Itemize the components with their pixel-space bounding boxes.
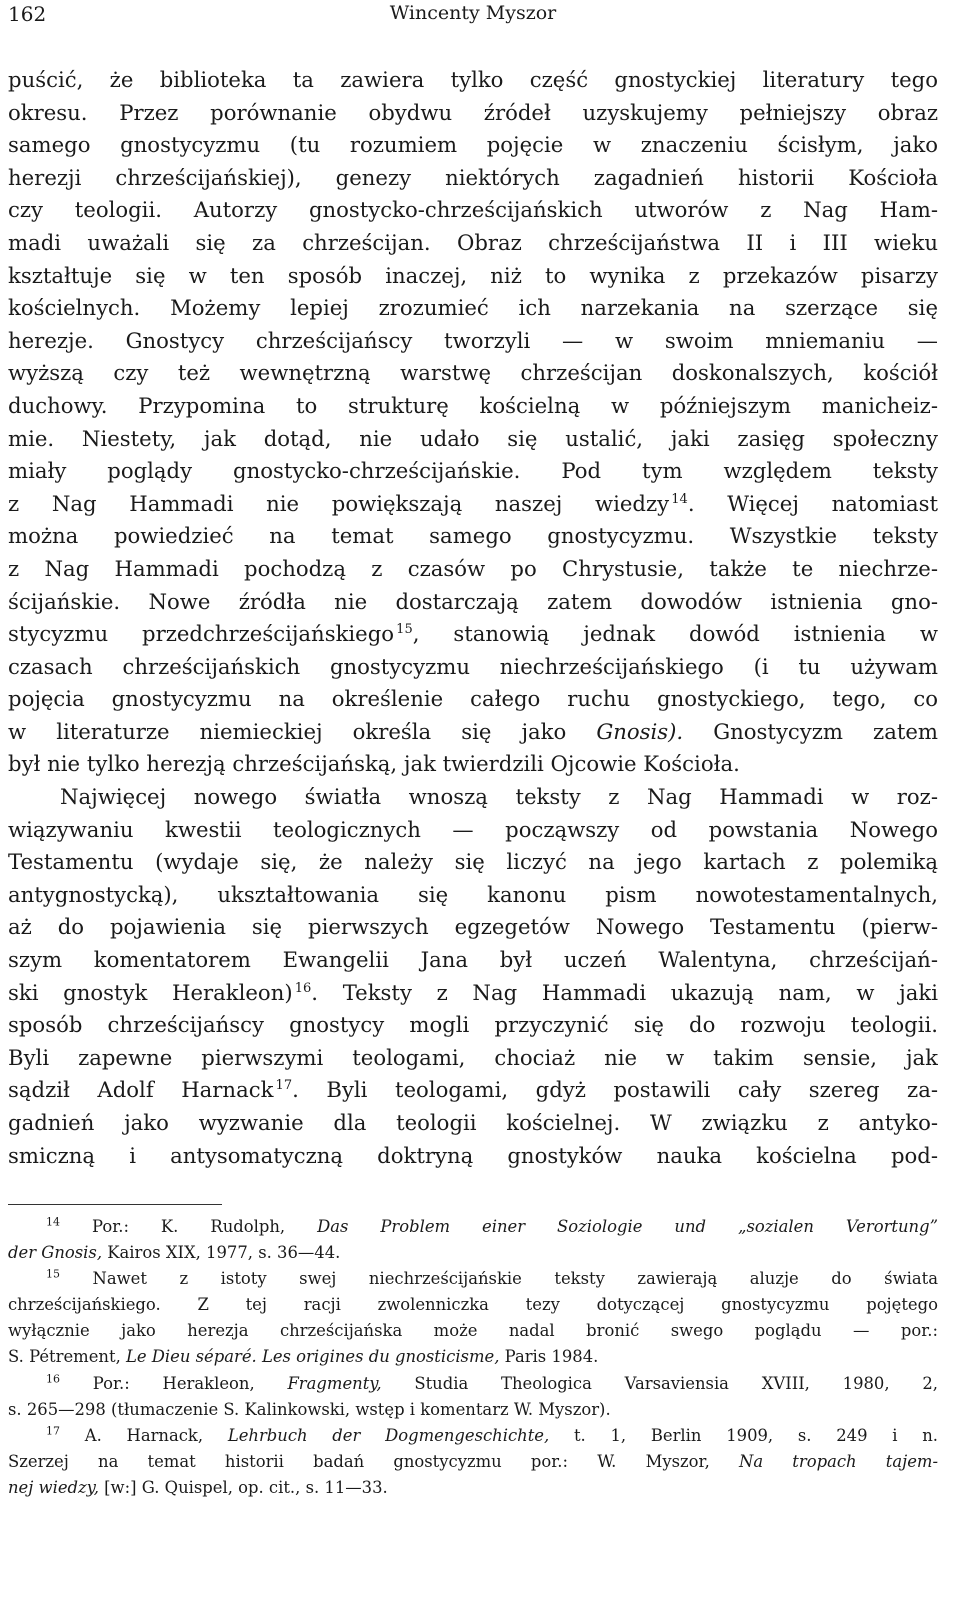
text-line: aż do pojawienia się pierwszych egzegetów Nowego Testamentu (pierw- (8, 914, 938, 940)
text-line: duchowy. Przypomina to strukturę kościelną w późniejszym manicheiz- (8, 392, 938, 418)
text-line: okresu. Przez porównanie obydwu źródeł uzyskujemy pełniejszy obraz (8, 99, 938, 125)
text-line: czasach chrześcijańskich gnostycyzmu niechrześcijańskiego (i tu używam (8, 653, 938, 679)
text-line: miały poglądy gnostycko-chrześcijańskie. Pod tym względem teksty (8, 458, 938, 484)
text-line: z Nag Hammadi pochodzą z czasów po Chrystusie, także te niechrze- (8, 555, 938, 581)
main-text (8, 64, 938, 1172)
text-line: szym komentatorem Ewangelii Jana był uczeń Walentyna, chrześcijań- (8, 947, 938, 973)
italic-title: Lehrbuch der Dogmengeschichte, (227, 1425, 550, 1445)
footnote-17 (8, 1423, 938, 1449)
footnote-15-cont: wyłącznie jako herezja chrześcijańska może nadal bronić swego poglądu — por.: (8, 1321, 938, 1341)
text-line: smiczną i antysomatyczną doktryną gnostyków nauka kościelna pod- (8, 1142, 938, 1168)
text-line: samego gnostycyzmu (tu rozumiem pojęcie w znaczeniu ścisłym, jako (8, 132, 938, 158)
italic-title: der Gnosis, (8, 1243, 103, 1263)
footnote-number: 16 (46, 1372, 60, 1386)
text-line: puścić, że biblioteka ta zawiera tylko część gnostyckiej literatury tego (8, 67, 938, 92)
text-segment: z Nag Hammadi nie powiększają naszej wiedzy (8, 490, 670, 516)
running-title: Wincenty Myszor (389, 2, 557, 24)
text-line: czy teologii. Autorzy gnostycko-chrześcijańskich utworów z Nag Ham- (8, 197, 938, 223)
footnote-17-cont (8, 1475, 938, 1501)
text-segment: stycyzmu przedchrześcijańskiego (8, 621, 395, 647)
footnote-ref-14[interactable]: 14 (671, 491, 688, 507)
footnote-number: 17 (46, 1424, 60, 1438)
text-segment: Paris 1984. (499, 1347, 599, 1367)
text-segment: Gnostycyzm zatem (683, 718, 938, 744)
text-segment: sądził Adolf Harnack (8, 1077, 274, 1103)
text-line: kościelnych. Możemy lepiej zrozumieć ich narzekania na szerzące się (8, 295, 938, 321)
text-segment: Nawet z istoty swej niechrześcijańskie teksty zawierają aluzje do świata (60, 1269, 938, 1289)
text-segment: [w:] G. Quispel, op. cit., s. 11—33. (98, 1477, 388, 1497)
text-segment: , stanowią jednak dowód istnienia w (412, 621, 938, 647)
page-header (8, 0, 938, 30)
text-line: Najwięcej nowego światła wnoszą teksty z Nag Hammadi w roz- (60, 784, 938, 810)
text-line (8, 618, 938, 651)
italic-title: Na tropach tajem- (738, 1451, 938, 1471)
footnote-14 (8, 1214, 938, 1240)
text-segment: Por.: K. Rudolph, (60, 1217, 318, 1236)
text-segment: t. 1, Berlin 1909, s. 249 i n. (549, 1425, 938, 1445)
text-line: był nie tylko herezją chrześcijańską, jak twierdzili Ojcowie Kościoła. (8, 751, 740, 777)
footnote-16-cont: s. 265—298 (tłumaczenie S. Kalinkowski, wstęp i komentarz W. Myszor). (8, 1399, 611, 1419)
footnote-ref-16[interactable]: 16 (294, 980, 312, 996)
text-line: sposób chrześcijańscy gnostycy mogli przyczynić się do rozwoju teologii. (8, 1012, 938, 1038)
text-segment: . Teksty z Nag Hammadi ukazują nam, w jaki (311, 979, 938, 1005)
text-line (8, 1074, 938, 1107)
footnote-separator (8, 1204, 222, 1205)
text-segment: Szerzej na temat historii badań gnostycyzmu por.: W. Myszor, (8, 1451, 739, 1471)
italic-term: Gnosis). (596, 718, 684, 744)
text-line: można powiedzieć na temat samego gnostycyzmu. Wszystkie teksty (8, 523, 938, 549)
italic-title: nej wiedzy, (8, 1477, 99, 1497)
text-line: herezje. Gnostycy chrześcijańscy tworzyli — w swoim mniemaniu — (8, 327, 938, 353)
footnote-16 (8, 1371, 938, 1397)
footnote-number: 14 (46, 1215, 60, 1229)
footnote-number: 15 (46, 1267, 60, 1281)
text-segment: Por.: Herakleon, (60, 1373, 288, 1393)
text-line (8, 488, 938, 521)
footnotes (8, 1214, 938, 1501)
italic-title: Le Dieu séparé. Les origines du gnosticisme, (125, 1347, 500, 1367)
text-segment: Kairos XIX, 1977, s. 36—44. (102, 1243, 341, 1263)
text-segment: Studia Theologica Varsaviensia XVIII, 1980, 2, (381, 1373, 938, 1393)
italic-title: Fragmenty, (287, 1373, 382, 1393)
text-segment: A. Harnack, (60, 1425, 228, 1445)
footnote-15-cont: chrześcijańskiego. Z tej racji zwolenniczka tezy dotyczącej gnostycyzmu pojętego (8, 1295, 938, 1315)
text-segment: ski gnostyk Herakleon) (8, 979, 293, 1005)
text-line: kształtuje się w ten sposób inaczej, niż to wynika z przekazów pisarzy (8, 262, 938, 288)
text-line: pojęcia gnostycyzmu na określenie całego ruchu gnostyckiego, tego, co (8, 686, 938, 712)
footnote-15 (8, 1266, 938, 1292)
text-segment: S. Pétrement, (8, 1347, 126, 1367)
footnote-14-cont (8, 1240, 938, 1266)
text-line: herezji chrześcijańskiej), genezy niektórych zagadnień historii Kościoła (8, 164, 938, 190)
italic-title: Das Problem einer Soziologie und „sozialen Verortung” (317, 1217, 938, 1236)
text-line: mie. Niestety, jak dotąd, nie udało się ustalić, jaki zasięg społeczny (8, 425, 938, 451)
footnote-15-cont (8, 1344, 938, 1370)
text-segment: . Byli teologami, gdyż postawili cały szereg za- (292, 1077, 938, 1103)
text-line: madi uważali się za chrześcijan. Obraz chrześcijaństwa II i III wieku (8, 229, 938, 255)
footnote-ref-15[interactable]: 15 (396, 622, 413, 638)
text-segment: w literaturze niemieckiej określa się jako (8, 718, 567, 744)
text-line: antygnostycką), ukształtowania się kanonu pism nowotestamentalnych, (8, 881, 938, 907)
text-line: Testamentu (wydaje się, że należy się liczyć na jego kartach z polemiką (8, 849, 938, 875)
text-line (8, 716, 938, 749)
page-number: 162 (8, 2, 47, 26)
text-line: wiązywaniu kwestii teologicznych — począwszy od powstania Nowego (8, 816, 938, 842)
text-line: ścijańskie. Nowe źródła nie dostarczają zatem dowodów istnienia gno- (8, 588, 938, 614)
text-segment: . Więcej natomiast (687, 490, 938, 516)
footnote-ref-17[interactable]: 17 (275, 1078, 293, 1094)
text-line (8, 977, 938, 1010)
text-line: gadnień jako wyzwanie dla teologii kościelnej. W związku z antyko- (8, 1110, 938, 1135)
footnote-17-cont (8, 1449, 938, 1475)
text-line: Byli zapewne pierwszymi teologami, chociaż nie w takim sensie, jak (8, 1044, 938, 1070)
text-line: wyższą czy też wewnętrzną warstwę chrześcijan doskonalszych, kościół (8, 360, 938, 386)
